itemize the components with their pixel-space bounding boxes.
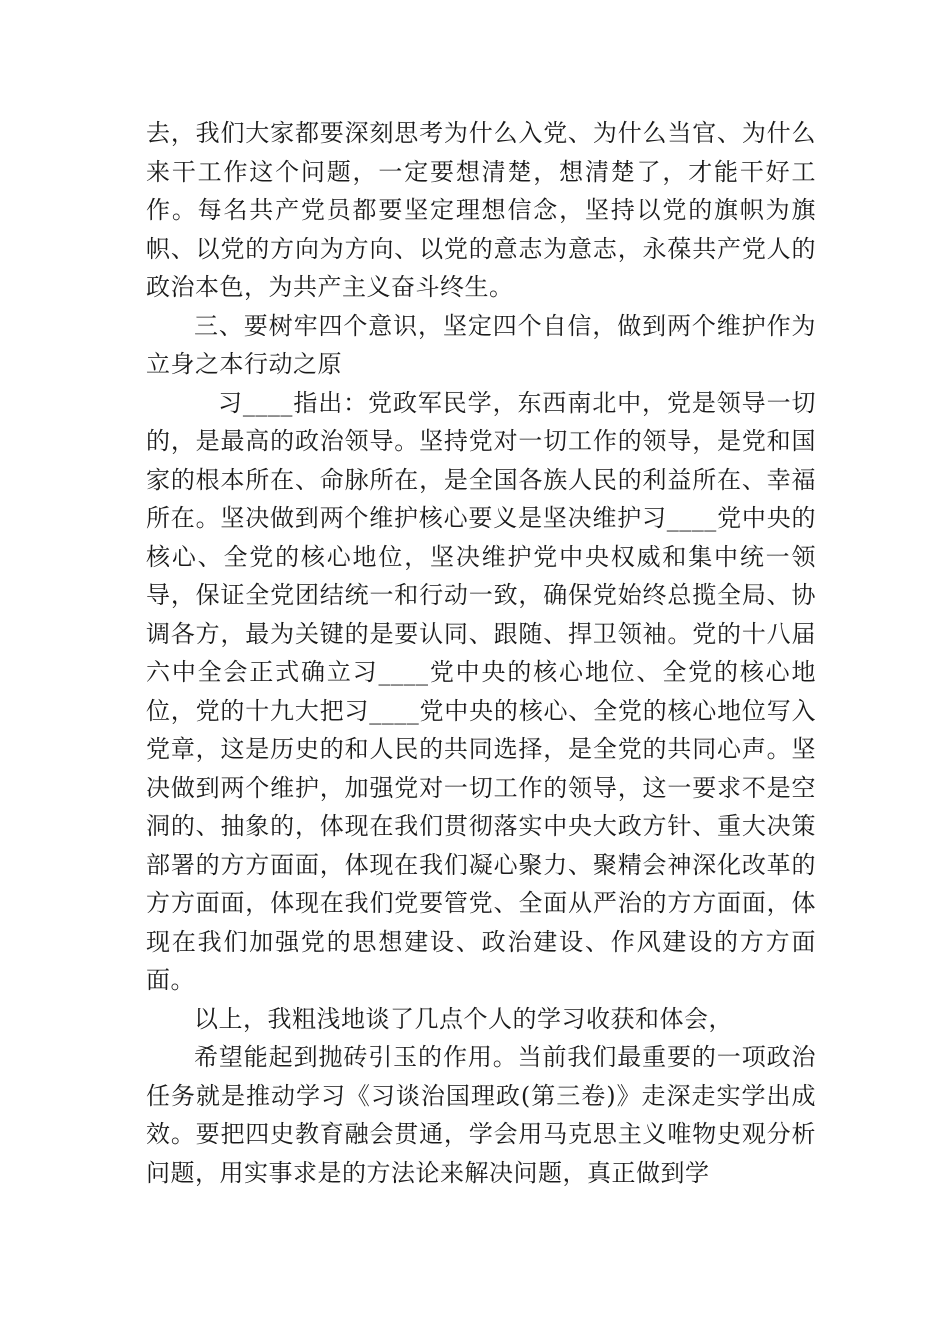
- paragraph-3: 以上，我粗浅地谈了几点个人的学习收获和体会，: [194, 1004, 733, 1033]
- paragraph-2: 习____指出：党政军民学，东西南北中，党是领导一切的，是最高的政治领导。坚持党对一切工作的领导，是党和国家的根本所在、命脉所在，是全国各族人民的利益所在、幸福所在。坚决做到两个维护核心要义是坚决维护习____党中央的核心、全党的核心地位，坚决维护党中央权威和集中统一领导，保证全党团结统一和行动一致，确保党始终总揽全局、协调各方，最为关键的是要认同、跟随、捍卫领袖。党的十八届六中全会正式确立习____党中央的核心地位、全党的核心地位，党的十九大把习____党中央的核心、全党的核心地位写入党章，这是历史的和人民的共同选择，是全党的共同心声。坚决做到两个维护，加强党对一切工作的领导，这一要求不是空洞的、抽象的，体现在我们贯彻落实中央大政方针、重大决策部署的方方面面，体现在我们凝心聚力、聚精会神深化改革的方方面面，体现在我们党要管党、全面从严治的方方面面，体现在我们加强党的思想建设、政治建设、作风建设的方方面面。: [146, 388, 816, 994]
- paragraph-4: 希望能起到抛砖引玉的作用。当前我们最重要的一项政治任务就是推动学习《习谈治国理政(第三卷)》走深走实学出成效。要把四史教育融会贯通，学会用马克思主义唯物史观分析问题，用实事求是的方法论来解决问题，真正做到学: [146, 1043, 816, 1187]
- document-body: [146, 114, 816, 1192]
- paragraph-1: 去，我们大家都要深刻思考为什么入党、为什么当官、为什么来干工作这个问题，一定要想清楚，想清楚了，才能干好工作。每名共产党员都要坚定理想信念，坚持以党的旗帜为旗帜、以党的方向为方向、以党的意志为意志，永葆共产党人的政治本色，为共产主义奋斗终生。: [146, 119, 816, 301]
- section-heading-3: 三、要树牢四个意识，坚定四个自信，做到两个维护作为立身之本行动之原: [146, 311, 816, 378]
